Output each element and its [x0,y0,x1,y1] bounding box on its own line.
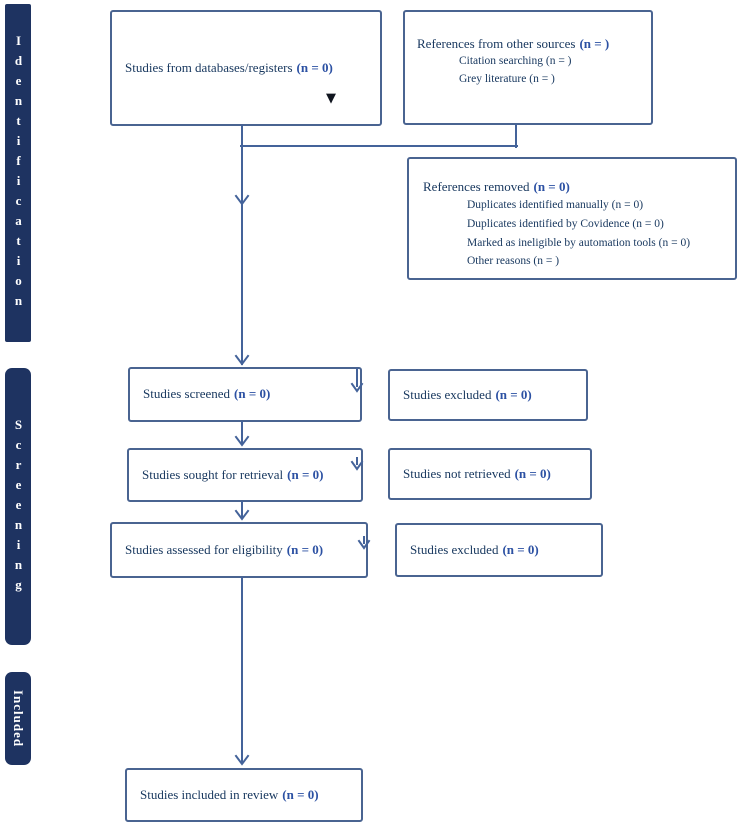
label-text: Studies screened [143,386,231,402]
box-studies-excluded-screening [388,369,588,421]
count-text: (n = 0) [234,386,271,402]
label-text: Studies excluded [403,386,492,402]
box-label [142,467,323,483]
box-label [417,36,643,52]
box-studies-assessed-eligibility [110,522,368,578]
arrowhead-icon [236,437,248,445]
stage-label-included: Included [11,689,26,748]
box-label [410,542,539,558]
subitem: Grey literature (n = ) [459,72,555,85]
count-text: (n = 0) [296,59,333,75]
count-text: (n = 0) [533,179,570,194]
stage-label-screening: Screening [11,416,26,597]
count-text: (n = 0) [282,786,319,802]
box-label [125,60,333,76]
label-text: Studies from databases/registers [125,59,293,75]
label-text: Studies included in review [140,786,279,802]
box-label [125,542,323,558]
subitem: Other reasons (n = ) [467,255,560,268]
stage-bar-identification [5,4,31,342]
label-text: References removed [423,179,530,194]
subitem-list [459,53,643,88]
arrowhead-icon [236,511,248,519]
box-studies-from-databases [110,10,382,126]
subitem: Marked as ineligible by automation tools (n = 0) [467,236,691,249]
subitem: Duplicates identified manually (n = 0) [467,199,644,212]
label-text: References from other sources [417,36,576,51]
subitem: Duplicates identified by Covidence (n = 0) [467,217,664,230]
count-text: (n = 0) [286,541,324,557]
stage-bar-screening [5,368,31,645]
stage-bar-included [5,672,31,765]
label-text: Studies assessed for eligibility [125,541,283,557]
arrowhead-icon [236,196,248,204]
count-text: (n = 0) [495,386,532,402]
box-studies-not-retrieved [388,448,592,500]
box-label [403,466,551,482]
count-text: (n = 0) [514,465,551,481]
box-studies-excluded-eligibility [395,523,603,577]
box-references-other-sources [403,10,653,125]
count-text: (n = ) [579,36,610,51]
box-label [403,387,532,403]
box-label [143,386,270,402]
box-references-removed [407,157,737,280]
label-text: Studies not retrieved [403,465,511,481]
count-text: (n = 0) [287,466,324,482]
box-label [140,787,319,803]
stage-label-identification: Identification [11,33,26,313]
box-studies-included-review [125,768,363,822]
label-text: Studies excluded [410,541,499,557]
subitem: Citation searching (n = ) [459,55,572,68]
label-text: Studies sought for retrieval [142,466,284,482]
arrowhead-icon [236,756,248,764]
box-studies-sought-retrieval [127,448,363,502]
arrowhead-icon [236,356,248,364]
dropdown-triangle-icon[interactable]: ▼ [326,91,336,106]
count-text: (n = 0) [502,541,539,557]
box-studies-screened [128,367,362,422]
box-label [423,179,727,195]
subitem-list [467,196,727,271]
